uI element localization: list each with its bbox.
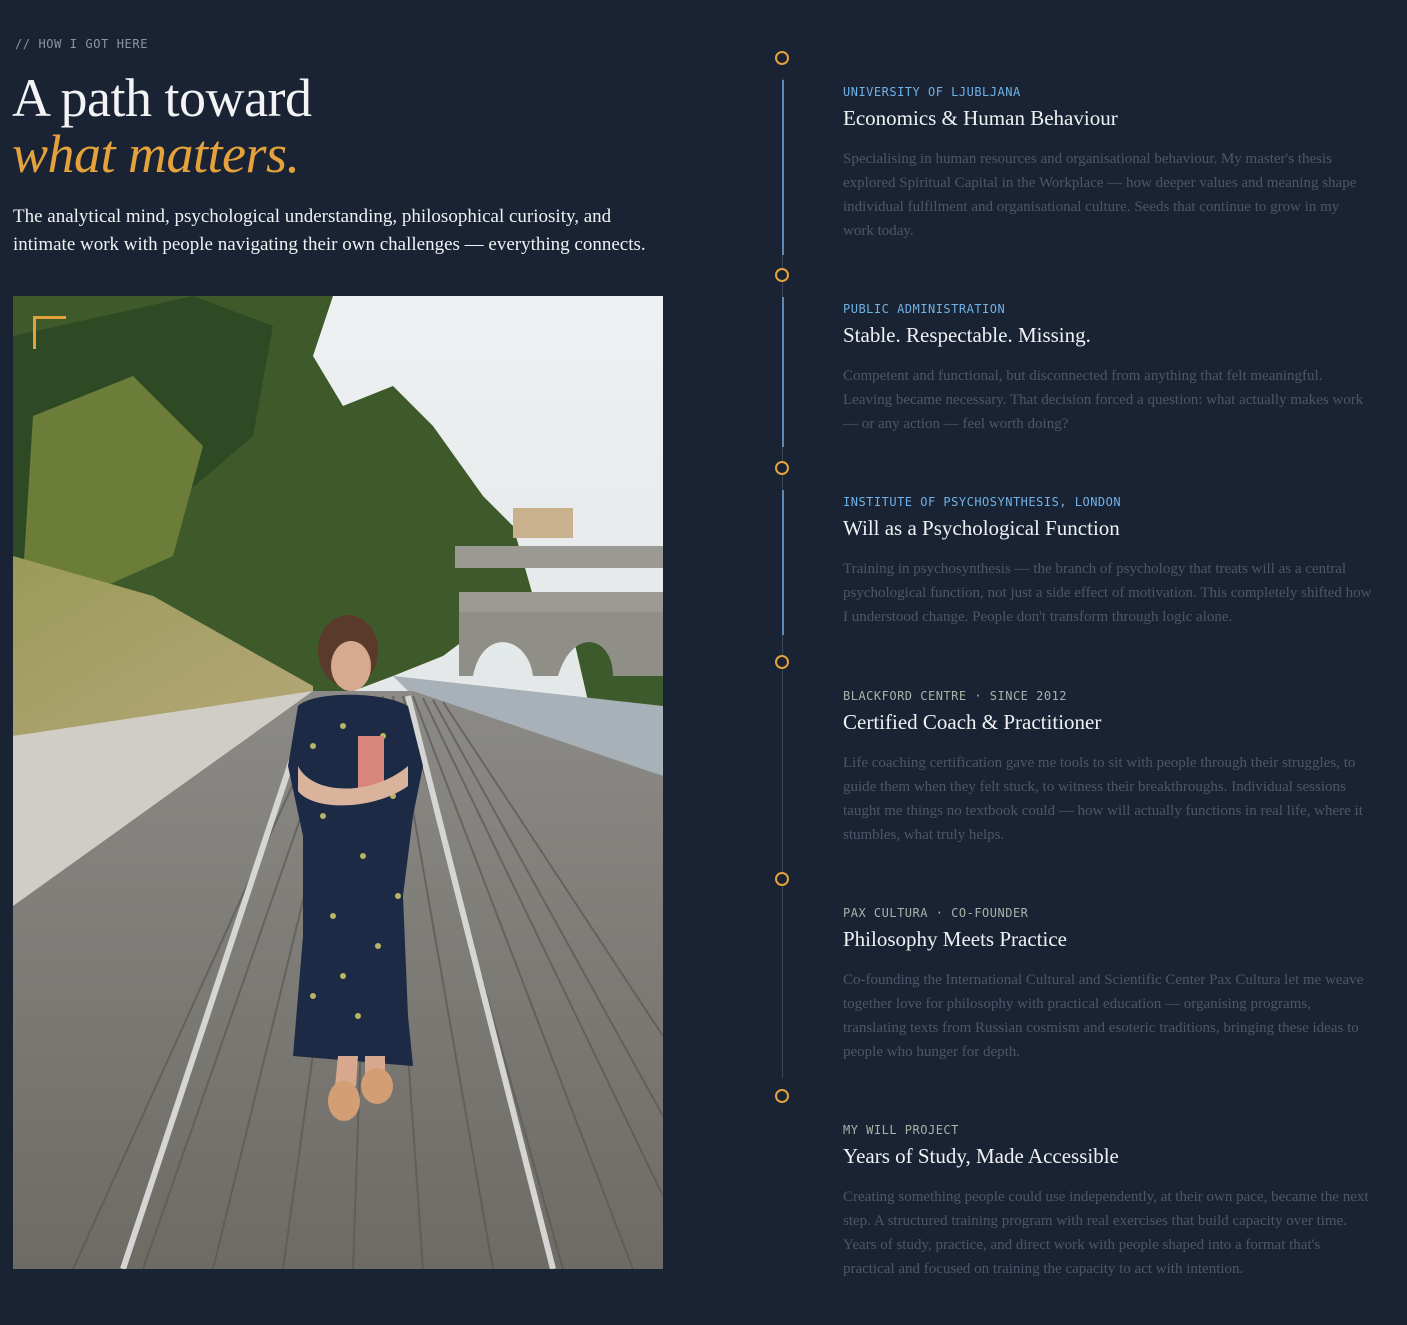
kicker: // HOW I GOT HERE (15, 37, 149, 51)
entry-title: Philosophy Meets Practice (843, 927, 1067, 951)
timeline-segment (782, 80, 784, 255)
entry-title: Years of Study, Made Accessible (843, 1144, 1119, 1168)
entry-title: Will as a Psychological Function (843, 516, 1120, 540)
timeline-entry (843, 905, 1373, 1064)
entry-body: Training in psychosynthesis — the branch of psychology that treats will as a central psychological function, not just a side effect of motivation. This completely shifted how I understood change. People don't transform through logic alone. (843, 561, 1372, 625)
entry-body: Life coaching certification gave me tools to sit with people through their struggles, to guide them when they felt stuck, to witness their breakthroughs. Individual sessions taught me things no textbook could — how will actually functions in real life, where it stumbles, what truly helps. (843, 755, 1363, 843)
entry-title: Economics & Human Behaviour (843, 106, 1118, 130)
timeline-dot (775, 655, 789, 669)
entry-label: BLACKFORD CENTRE · SINCE 2012 (843, 689, 1068, 703)
timeline-dot (775, 268, 789, 282)
timeline-entry (843, 1122, 1373, 1281)
corner-accent (33, 316, 66, 349)
entry-body: Co-founding the International Cultural and Scientific Center Pax Cultura let me weave together love for philosophy with practical education — organising programs, translating texts from Russian cosmism and esoteric traditions, bringing these ideas to people who hunger for depth. (843, 972, 1364, 1060)
page-title (12, 70, 311, 182)
timeline-segment (782, 490, 784, 635)
entry-body: Specialising in human resources and organisational behaviour. My master's thesis explored Spiritual Capital in the Workplace — how deeper values and meaning shape individual fulfilment and organisational culture. Seeds that continue to grow in my work today. (843, 151, 1357, 239)
entry-label: MY WILL PROJECT (843, 1123, 959, 1137)
timeline-segment (782, 297, 784, 447)
entry-body: Creating something people could use independently, at their own pace, became the next step. A structured training program with real exercises that build capacity over time. Years of study, practice, and direct work with people shaped into a format that's practical and focused on training the capacity to act with intention. (843, 1189, 1369, 1277)
timeline-dot (775, 1089, 789, 1103)
intro-paragraph: The analytical mind, psychological understanding, philosophical curiosity, and intimate work with people navigating their own challenges — everything connects. (13, 206, 646, 255)
portrait-photo (13, 296, 663, 1269)
entry-label: PAX CULTURA · CO-FOUNDER (843, 906, 1029, 920)
entry-body: Competent and functional, but disconnected from anything that felt meaningful. Leaving became necessary. That decision forced a question: what actually makes work — or any action — feel worth doing? (843, 368, 1364, 432)
timeline-entry (843, 688, 1373, 847)
timeline-entry (843, 494, 1373, 629)
timeline-entry (843, 84, 1373, 243)
entry-title: Stable. Respectable. Missing. (843, 323, 1091, 347)
timeline-dot (775, 461, 789, 475)
timeline-entry (843, 301, 1373, 436)
entry-title: Certified Coach & Practitioner (843, 710, 1102, 734)
timeline-dot (775, 51, 789, 65)
entry-label: PUBLIC ADMINISTRATION (843, 302, 1006, 316)
heading-line-1: A path toward (12, 68, 312, 128)
entry-label: INSTITUTE OF PSYCHOSYNTHESIS, LONDON (843, 495, 1122, 509)
heading-line-2: what matters. (12, 124, 300, 184)
timeline-dot (775, 872, 789, 886)
entry-label: UNIVERSITY OF LJUBLJANA (843, 85, 1021, 99)
